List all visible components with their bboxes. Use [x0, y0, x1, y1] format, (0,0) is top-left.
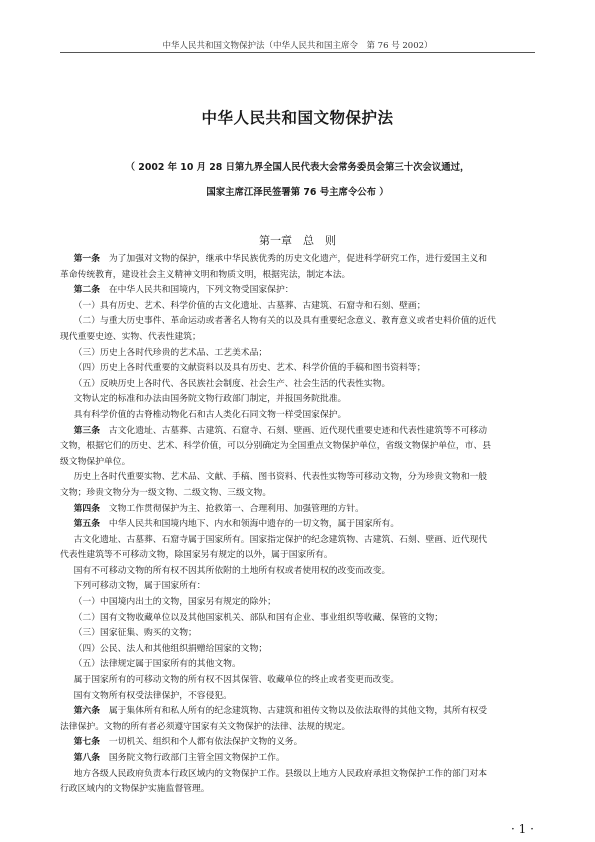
text-line [60, 751, 547, 767]
text-line [60, 252, 547, 268]
text-line [60, 673, 547, 689]
text-line [60, 392, 547, 408]
chapter-heading: 第一章 总 则 [259, 234, 336, 247]
text-line [60, 330, 547, 346]
text-line [60, 470, 547, 486]
line-text: （五）法律规定属于国家所有的其他文物。 [73, 659, 241, 670]
line-text: （三）国家征集、购买的文物； [73, 628, 197, 639]
line-text: 文物工作贯彻保护为主、抢救第一、合理利用、加强管理的方针。 [100, 503, 364, 514]
line-text: 国有不可移动文物的所有权不因其所依附的土地所有权或者使用权的改变而改变。 [73, 565, 391, 576]
line-text: 国务院文物行政部门主管全国文物保护工作。 [100, 753, 285, 763]
subtitle-line-1: （ 2002 年 10 月 28 日第九界全国人民代表大会常务委员会第三十次会议通过， [125, 162, 470, 173]
line-text: （一）中国境内出土的文物，国家另有规定的除外； [73, 597, 276, 608]
document-body [60, 252, 547, 798]
article-number: 第二条 [73, 285, 101, 296]
text-line [60, 502, 547, 518]
running-header: 中华人民共和国文物保护法（中华人民共和国主席令 第 76 号 2002） [162, 41, 433, 51]
line-text: 级文物保护单位。 [60, 456, 131, 467]
article-number: 第八条 [73, 753, 101, 763]
line-text: 法律保护。文物的所有者必须遵守国家有关文物保护的法律、法规的规定。 [60, 721, 351, 732]
text-line [60, 782, 547, 798]
line-text: 代表性建筑等不可移动文物，除国家另有规定的以外，属于国家所有。 [60, 550, 333, 561]
text-line [60, 548, 547, 564]
text-line [60, 486, 547, 502]
line-text: （二）国有文物收藏单位以及其他国家机关、部队和国有企业、事业组织等收藏、保管的文物； [73, 612, 444, 623]
line-text: 文物，根据它们的历史、艺术、科学价值，可以分别确定为全国重点文物保护单位，省级文物保护单位，市、县 [60, 441, 492, 452]
line-text: 革命传统教育，建设社会主义精神文明和物质文明，根据宪法，制定本法。 [60, 269, 351, 280]
article-number: 第三条 [73, 425, 101, 436]
line-text: 古文化遗址、古墓葬、古建筑、石窟寺、石刻、壁画、近代现代重要史迹和代表性建筑等不可移动 [100, 425, 488, 436]
line-text: 属于集体所有和私人所有的纪念建筑物、古建筑和祖传文物以及依法取得的其他文物，其所有权受 [100, 706, 488, 717]
line-text: 国有文物所有权受法律保护，不容侵犯。 [73, 690, 232, 701]
line-text: 一切机关、组织和个人都有依法保护文物的义务。 [100, 737, 303, 748]
line-text: 古文化遗址、古墓葬、石窟寺属于国家所有。国家指定保护的纪念建筑物、古建筑、石刻、壁画、近代现代 [73, 534, 488, 545]
text-line [60, 455, 547, 471]
page-number: · 1 · [511, 822, 534, 836]
text-line [60, 657, 547, 673]
text-line [60, 377, 547, 393]
line-text: （五）反映历史上各时代、各民族社会制度、社会生产、社会生活的代表性实物。 [73, 378, 391, 389]
line-text: （四）公民、法人和其他组织捐赠给国家的文物； [73, 643, 268, 654]
text-line [60, 564, 547, 580]
header-rule [60, 52, 535, 53]
line-text: 具有科学价值的古脊椎动物化石和古人类化石同文物一样受国家保护。 [73, 409, 347, 420]
article-number: 第一条 [73, 254, 101, 264]
text-line [60, 283, 547, 299]
line-text: 地方各级人民政府负责本行政区域内的文物保护工作。县级以上地方人民政府承担文物保护工作的部门对本 [73, 768, 488, 779]
document-title: 中华人民共和国文物保护法 [201, 109, 394, 127]
text-line [60, 767, 547, 783]
text-line [60, 579, 547, 595]
text-line [60, 408, 547, 424]
line-text: 在中华人民共和国境内，下列文物受国家保护： [100, 285, 294, 296]
text-line [60, 735, 547, 751]
text-line [60, 517, 547, 533]
text-line [60, 626, 547, 642]
text-line [60, 314, 547, 330]
line-text: （四）历史上各时代重要的文献资料以及具有历史、艺术、科学价值的手稿和图书资料等； [73, 363, 426, 374]
line-text: 文物认定的标准和办法由国务院文物行政部门制定，并报国务院批准。 [73, 394, 347, 405]
text-line [60, 299, 547, 315]
text-line [60, 689, 547, 705]
text-line [60, 704, 547, 720]
article-number: 第六条 [73, 706, 101, 717]
line-text: （三）历史上各时代珍贵的艺术品、工艺美术品； [73, 347, 268, 358]
line-text: 历史上各时代重要实物、艺术品、文献、手稿、图书资料、代表性实物等可移动文物，分为珍贵文物和一般 [73, 472, 488, 483]
line-text: 文物；珍贵文物分为一级文物、二级文物、三级文物。 [60, 487, 272, 498]
text-line [60, 720, 547, 736]
line-text: 中华人民共和国境内地下、内水和领海中遗存的一切文物，属于国家所有。 [100, 519, 400, 530]
text-line [60, 611, 547, 627]
text-line [60, 424, 547, 440]
line-text: 下列可移动文物，属于国家所有： [73, 581, 206, 592]
line-text: （一）具有历史、艺术、科学价值的古文化遗址、古墓葬、古建筑、石窟寺和石刻、壁画； [73, 300, 426, 311]
text-line [60, 642, 547, 658]
text-line [60, 533, 547, 549]
article-number: 第七条 [73, 737, 101, 748]
text-line [60, 361, 547, 377]
text-line [60, 268, 547, 284]
text-line [60, 439, 547, 455]
line-text: 行政区域内的文物保护实施监督管理。 [60, 784, 210, 795]
article-number: 第四条 [73, 503, 101, 514]
subtitle-line-2: 国家主席江泽民签署第 76 号主席令公布 ） [206, 187, 389, 198]
text-line [60, 346, 547, 362]
line-text: （二）与重大历史事件、革命运动或者著名人物有关的以及具有重要纪念意义、教育意义或者史料价值的近代 [73, 316, 496, 327]
line-text: 为了加强对文物的保护，继承中华民族优秀的历史文化遗产，促进科学研究工作，进行爱国主义和 [100, 254, 488, 264]
line-text: 属于国家所有的可移动文物的所有权不因其保管、收藏单位的终止或者变更而改变。 [73, 675, 400, 686]
text-line [60, 595, 547, 611]
line-text: 现代重要史迹、实物、代表性建筑； [60, 331, 201, 342]
article-number: 第五条 [73, 519, 101, 530]
